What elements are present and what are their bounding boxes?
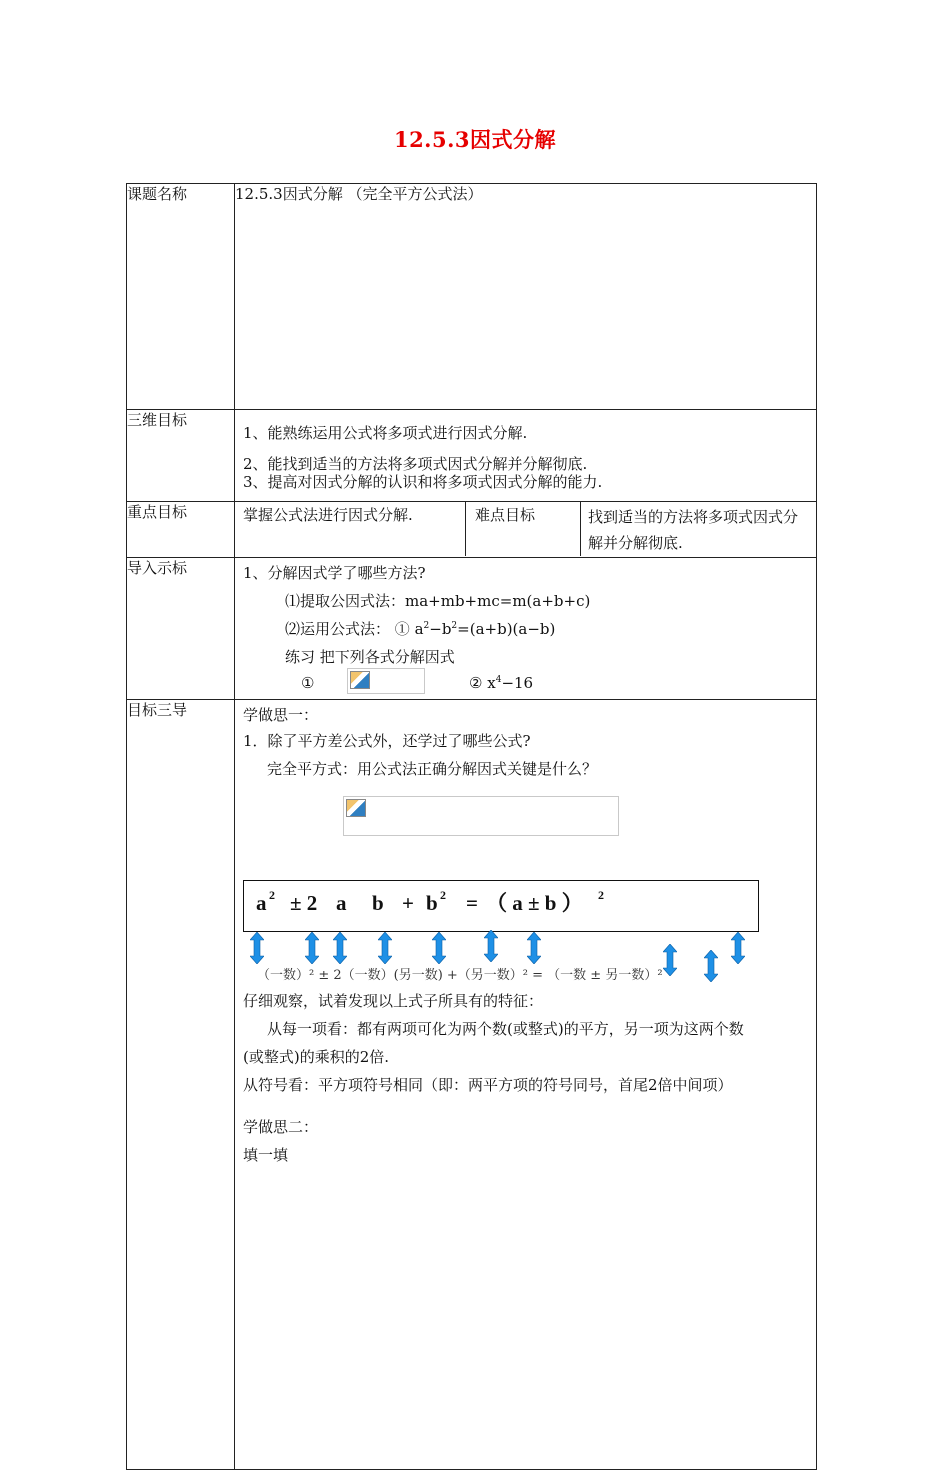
key-text: 掌握公式法进行因式分解. bbox=[243, 506, 413, 524]
row-key bbox=[127, 502, 817, 558]
broken-image-icon bbox=[350, 671, 370, 689]
intro-question: 1、分解因式学了哪些方法? bbox=[243, 564, 426, 582]
guide-cell bbox=[235, 700, 817, 1470]
perfect-square-formula: a 2 ± 2 a b + b 2 = （ a ± b ） 2 bbox=[243, 880, 759, 932]
objective-1: 1、能熟练运用公式将多项式进行因式分解. bbox=[243, 424, 528, 442]
formula-in-words: （一数）² ± 2（一数）(另一数) +（另一数）² = （一数 ± 另一数）² bbox=[257, 968, 663, 983]
objective-3: 3、提高对因式分解的认识和将多项式因式分解的能力. bbox=[243, 473, 603, 491]
guide-question-2: 完全平方式：用公式法正确分解因式关键是什么？ bbox=[267, 760, 598, 778]
formula-image bbox=[343, 796, 619, 836]
double-arrow-icon bbox=[305, 932, 319, 964]
label-guide: 目标三导 bbox=[127, 700, 235, 1470]
guide-question-1: 1．除了平方差公式外，还学过了哪些公式? bbox=[243, 732, 531, 750]
feature-term-line-2: (或整式)的乘积的2倍. bbox=[243, 1048, 390, 1066]
method-1: ⑴提取公因式法：ma+mb+mc=m(a+b+c) bbox=[285, 592, 591, 610]
double-arrow-icon bbox=[527, 932, 541, 964]
guide-section-2: 学做思二： bbox=[243, 1118, 319, 1136]
objective-2: 2、能找到适当的方法将多项式因式分解并分解彻底. bbox=[243, 455, 588, 473]
fill-in-heading: 填一填 bbox=[243, 1146, 289, 1164]
double-arrow-icon bbox=[250, 932, 264, 964]
broken-image-icon bbox=[346, 799, 366, 817]
key-cell bbox=[235, 502, 817, 558]
label-course-name: 课题名称 bbox=[127, 184, 235, 410]
method-2: ⑵运用公式法： ① $a^2-b^2=(a+b)(a-b)$ bbox=[285, 620, 556, 638]
practice-2: ② $x^4-16$ bbox=[469, 674, 534, 692]
lesson-table bbox=[126, 183, 817, 1470]
double-arrow-icon bbox=[663, 944, 677, 976]
guide-section-1: 学做思一： bbox=[243, 706, 319, 724]
label-intro: 导入示标 bbox=[127, 558, 235, 700]
double-arrow-icon bbox=[378, 932, 392, 964]
double-arrow-icon bbox=[484, 930, 498, 962]
label-objectives: 三维目标 bbox=[127, 410, 235, 502]
objectives-cell bbox=[235, 410, 817, 502]
double-arrow-icon bbox=[731, 932, 745, 964]
page-title: 12.5.3因式分解 bbox=[393, 127, 557, 152]
intro-cell bbox=[235, 558, 817, 700]
row-guide bbox=[127, 700, 817, 1470]
label-difficulty: 难点目标 bbox=[475, 506, 536, 524]
practice-1-image bbox=[347, 668, 425, 694]
observe-instruction: 仔细观察，试着发现以上式子所具有的特征： bbox=[243, 992, 544, 1010]
practice-heading: 练习 把下列各式分解因式 bbox=[285, 648, 455, 666]
row-course-name bbox=[127, 184, 817, 410]
feature-term-line-1: 从每一项看：都有两项可化为两个数(或整式)的平方，另一项为这两个数 bbox=[267, 1020, 744, 1038]
double-arrow-icon bbox=[704, 950, 718, 982]
label-key: 重点目标 bbox=[127, 502, 235, 558]
row-objectives bbox=[127, 410, 817, 502]
practice-1-marker: ① bbox=[301, 674, 315, 692]
course-name-text: 12.5.3因式分解 （完全平方公式法） bbox=[235, 184, 817, 410]
row-intro bbox=[127, 558, 817, 700]
difficulty-text: 找到适当的方法将多项式因式分解并分解彻底. bbox=[588, 508, 799, 552]
double-arrow-icon bbox=[432, 932, 446, 964]
double-arrow-icon bbox=[333, 932, 347, 964]
feature-sign: 从符号看：平方项符号相同（即：两平方项的符号同号，首尾2倍中间项） bbox=[243, 1076, 733, 1094]
